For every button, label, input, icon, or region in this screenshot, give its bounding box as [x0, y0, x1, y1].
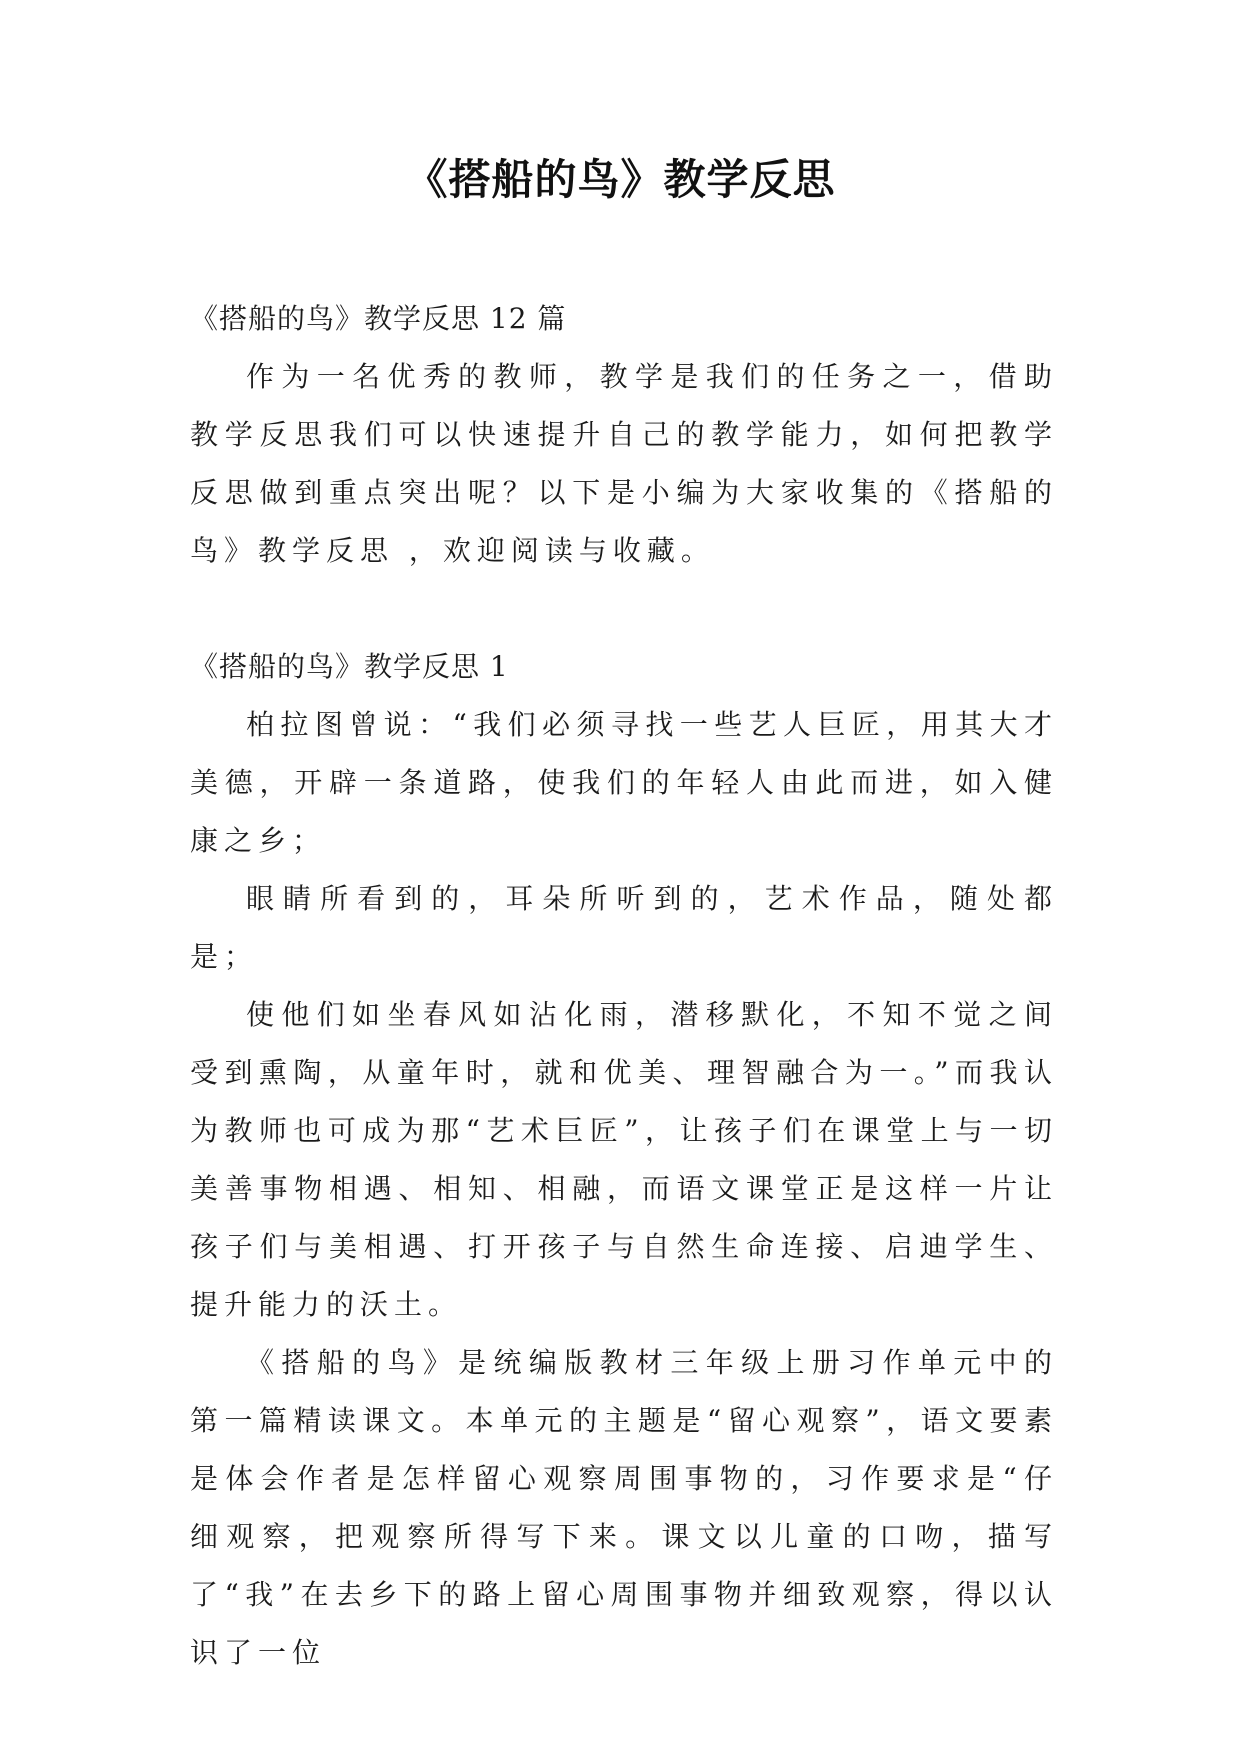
section1-paragraph-1: 柏拉图曾说：“我们必须寻找一些艺人巨匠，用其大才美德，开辟一条道路，使我们的年轻人由此而进，如入健康之乡； — [190, 708, 1058, 857]
document-body — [190, 290, 1058, 1682]
section1-paragraph-4: 《搭船的鸟》是统编版教材三年级上册习作单元中的第一篇精读课文。本单元的主题是“留心观察”，语文要素是体会作者是怎样留心观察周围事物的，习作要求是“仔细观察，把观察所得写下来。课文以儿童的口吻，描写了“我”在去乡下的路上留心周围事物并细致观察，得以认识了一位 — [190, 1346, 1058, 1669]
intro-paragraph: 作为一名优秀的教师，教学是我们的任务之一，借助教学反思我们可以快速提升自己的教学能力，如何把教学反思做到重点突出呢？以下是小编为大家收集的《搭船的鸟》教学反思 ，欢迎阅读与收藏。 — [190, 360, 1058, 567]
intro-heading: 《搭船的鸟》教学反思 12 篇 — [190, 302, 567, 335]
section1-paragraph-3: 使他们如坐春风如沾化雨，潜移默化，不知不觉之间受到熏陶，从童年时，就和优美、理智融合为一。”而我认为教师也可成为那“艺术巨匠”，让孩子们在课堂上与一切美善事物相遇、相知、相融，而语文课堂正是这样一片让孩子们与美相遇、打开孩子与自然生命连接、启迪学生、提升能力的沃土。 — [190, 998, 1058, 1321]
section1-heading: 《搭船的鸟》教学反思 1 — [190, 650, 509, 683]
document-title: 《搭船的鸟》教学反思 — [405, 155, 836, 204]
section-spacer — [190, 580, 1058, 638]
section1-paragraph-2: 眼睛所看到的，耳朵所听到的，艺术作品，随处都是； — [190, 882, 1058, 973]
